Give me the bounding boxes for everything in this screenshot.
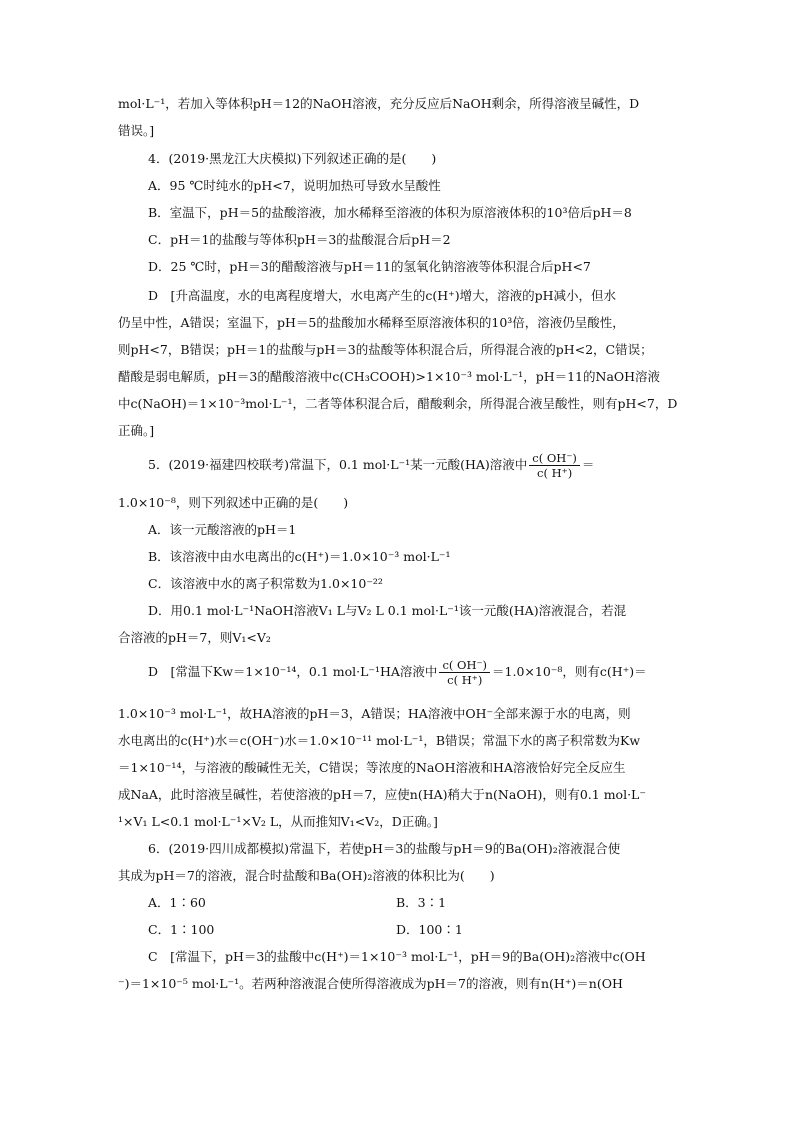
answer-4-line: 正确。] <box>118 423 155 438</box>
question-6-option-d: D．100∶1 <box>396 922 463 937</box>
question-5-stem <box>148 450 594 480</box>
answer-4-line: D [升高温度，水的电离程度增大，水电离产生的c(H⁺)增大，溶液的pH减小，但水 <box>148 288 617 303</box>
question-6-option-c: C．1∶100 <box>148 922 215 937</box>
question-5-option-b: B．该溶液中由水电离出的c(H⁺)＝1.0×10⁻³ mol·L⁻¹ <box>148 549 451 564</box>
answer-5-line: 1.0×10⁻³ mol·L⁻¹，故HA溶液的pH＝3，A错误；HA溶液中OH⁻全部来源于水的电离，则 <box>118 706 631 721</box>
answer-5-line: ¹×V₁ L<0.1 mol·L⁻¹×V₂ L，从而推知V₁<V₂，D正确。] <box>118 814 438 829</box>
answer-4-line: 醋酸是弱电解质，pH＝3的醋酸溶液中c(CH₃COOH)>1×10⁻³ mol·L⁻¹，pH＝11的NaOH溶液 <box>118 369 661 384</box>
answer-4-line: 仍呈中性，A错误；室温下，pH＝5的盐酸加水稀释至原溶液体积的10³倍，溶液仍呈酸性， <box>118 315 625 330</box>
question-5-stem-cont: 1.0×10⁻⁸，则下列叙述中正确的是( ) <box>118 495 349 510</box>
question-4-option-c: C．pH＝1的盐酸与等体积pH＝3的盐酸混合后pH＝2 <box>148 232 451 247</box>
text-line: mol·L⁻¹，若加入等体积pH＝12的NaOH溶液，充分反应后NaOH剩余，所得溶液呈碱性，D <box>118 96 640 111</box>
question-4-stem: 4．(2019·黑龙江大庆模拟)下列叙述正确的是( ) <box>148 151 437 166</box>
ion-ratio-fraction <box>529 451 580 480</box>
ion-ratio-fraction <box>439 658 490 687</box>
fraction-denominator: c( H⁺) <box>447 673 483 687</box>
answer-5-text: ＝1.0×10⁻⁸，则有c(H⁺)＝ <box>492 664 647 679</box>
question-5-option-c: C．该溶液中水的离子积常数为1.0×10⁻²² <box>148 576 383 591</box>
answer-4-line: 则pH<7，B错误；pH＝1的盐酸与pH＝3的盐酸等体积混合后，所得混合液的pH<2，C错误； <box>118 342 653 357</box>
fraction-numerator: c( OH⁻) <box>529 451 580 466</box>
answer-5-line: 成NaA，此时溶液呈碱性，若使溶液的pH＝7，应使n(HA)稍大于n(NaOH)，则有0.1 mol·L⁻ <box>118 787 646 802</box>
equals-sign: ＝ <box>581 457 595 472</box>
question-6-stem: 6．(2019·四川成都模拟)常温下，若使pH＝3的盐酸与pH＝9的Ba(OH)₂溶液混合使 <box>148 841 621 856</box>
question-5-option-a: A．该一元酸溶液的pH＝1 <box>148 522 297 537</box>
question-4-option-b: B．室温下，pH＝5的盐酸溶液，加水稀释至溶液的体积为原溶液体积的10³倍后pH＝8 <box>148 205 632 220</box>
answer-6-line: ⁻)＝1×10⁻⁵ mol·L⁻¹。若两种溶液混合使所得溶液成为pH＝7的溶液，则有n(H⁺)＝n(OH <box>118 976 623 991</box>
answer-6-line: C [常温下，pH＝3的盐酸中c(H⁺)＝1×10⁻³ mol·L⁻¹，pH＝9的Ba(OH)₂溶液中c(OH <box>148 949 646 964</box>
question-6-option-b: B．3∶1 <box>396 895 447 910</box>
question-4-option-a: A．95 ℃时纯水的pH<7，说明加热可导致水呈酸性 <box>148 178 441 193</box>
question-5-option-d: D．用0.1 mol·L⁻¹NaOH溶液V₁ L与V₂ L 0.1 mol·L⁻¹该一元酸(HA)溶液混合，若混 <box>148 603 627 618</box>
answer-5-line: 水电离出的c(H⁺)水＝c(OH⁻)水＝1.0×10⁻¹¹ mol·L⁻¹，B错误；常温下水的离子积常数为Kw <box>118 733 641 748</box>
question-4-option-d: D．25 ℃时，pH＝3的醋酸溶液与pH＝11的氢氧化钠溶液等体积混合后pH<7 <box>148 259 591 274</box>
text-line: 错误。] <box>118 123 155 138</box>
fraction-denominator: c( H⁺) <box>537 466 573 480</box>
answer-5-line <box>148 657 647 687</box>
question-5-option-d-cont: 合溶液的pH＝7，则V₁<V₂ <box>118 630 271 645</box>
answer-4-line: 中c(NaOH)＝1×10⁻³mol·L⁻¹，二者等体积混合后，醋酸剩余，所得混合液呈酸性，则有pH<7，D <box>118 396 678 411</box>
fraction-numerator: c( OH⁻) <box>439 658 490 673</box>
question-6-option-a: A．1∶60 <box>148 895 206 910</box>
answer-5-line: ＝1×10⁻¹⁴，与溶液的酸碱性无关，C错误；等浓度的NaOH溶液和HA溶液恰好完全反应生 <box>118 760 626 775</box>
question-5-stem-text: 5．(2019·福建四校联考)常温下，0.1 mol·L⁻¹某一元酸(HA)溶液中 <box>148 457 528 472</box>
question-6-stem-cont: 其成为pH＝7的溶液，混合时盐酸和Ba(OH)₂溶液的体积比为( ) <box>118 868 495 883</box>
answer-5-text: D [常温下Kw＝1×10⁻¹⁴，0.1 mol·L⁻¹HA溶液中 <box>148 664 438 679</box>
